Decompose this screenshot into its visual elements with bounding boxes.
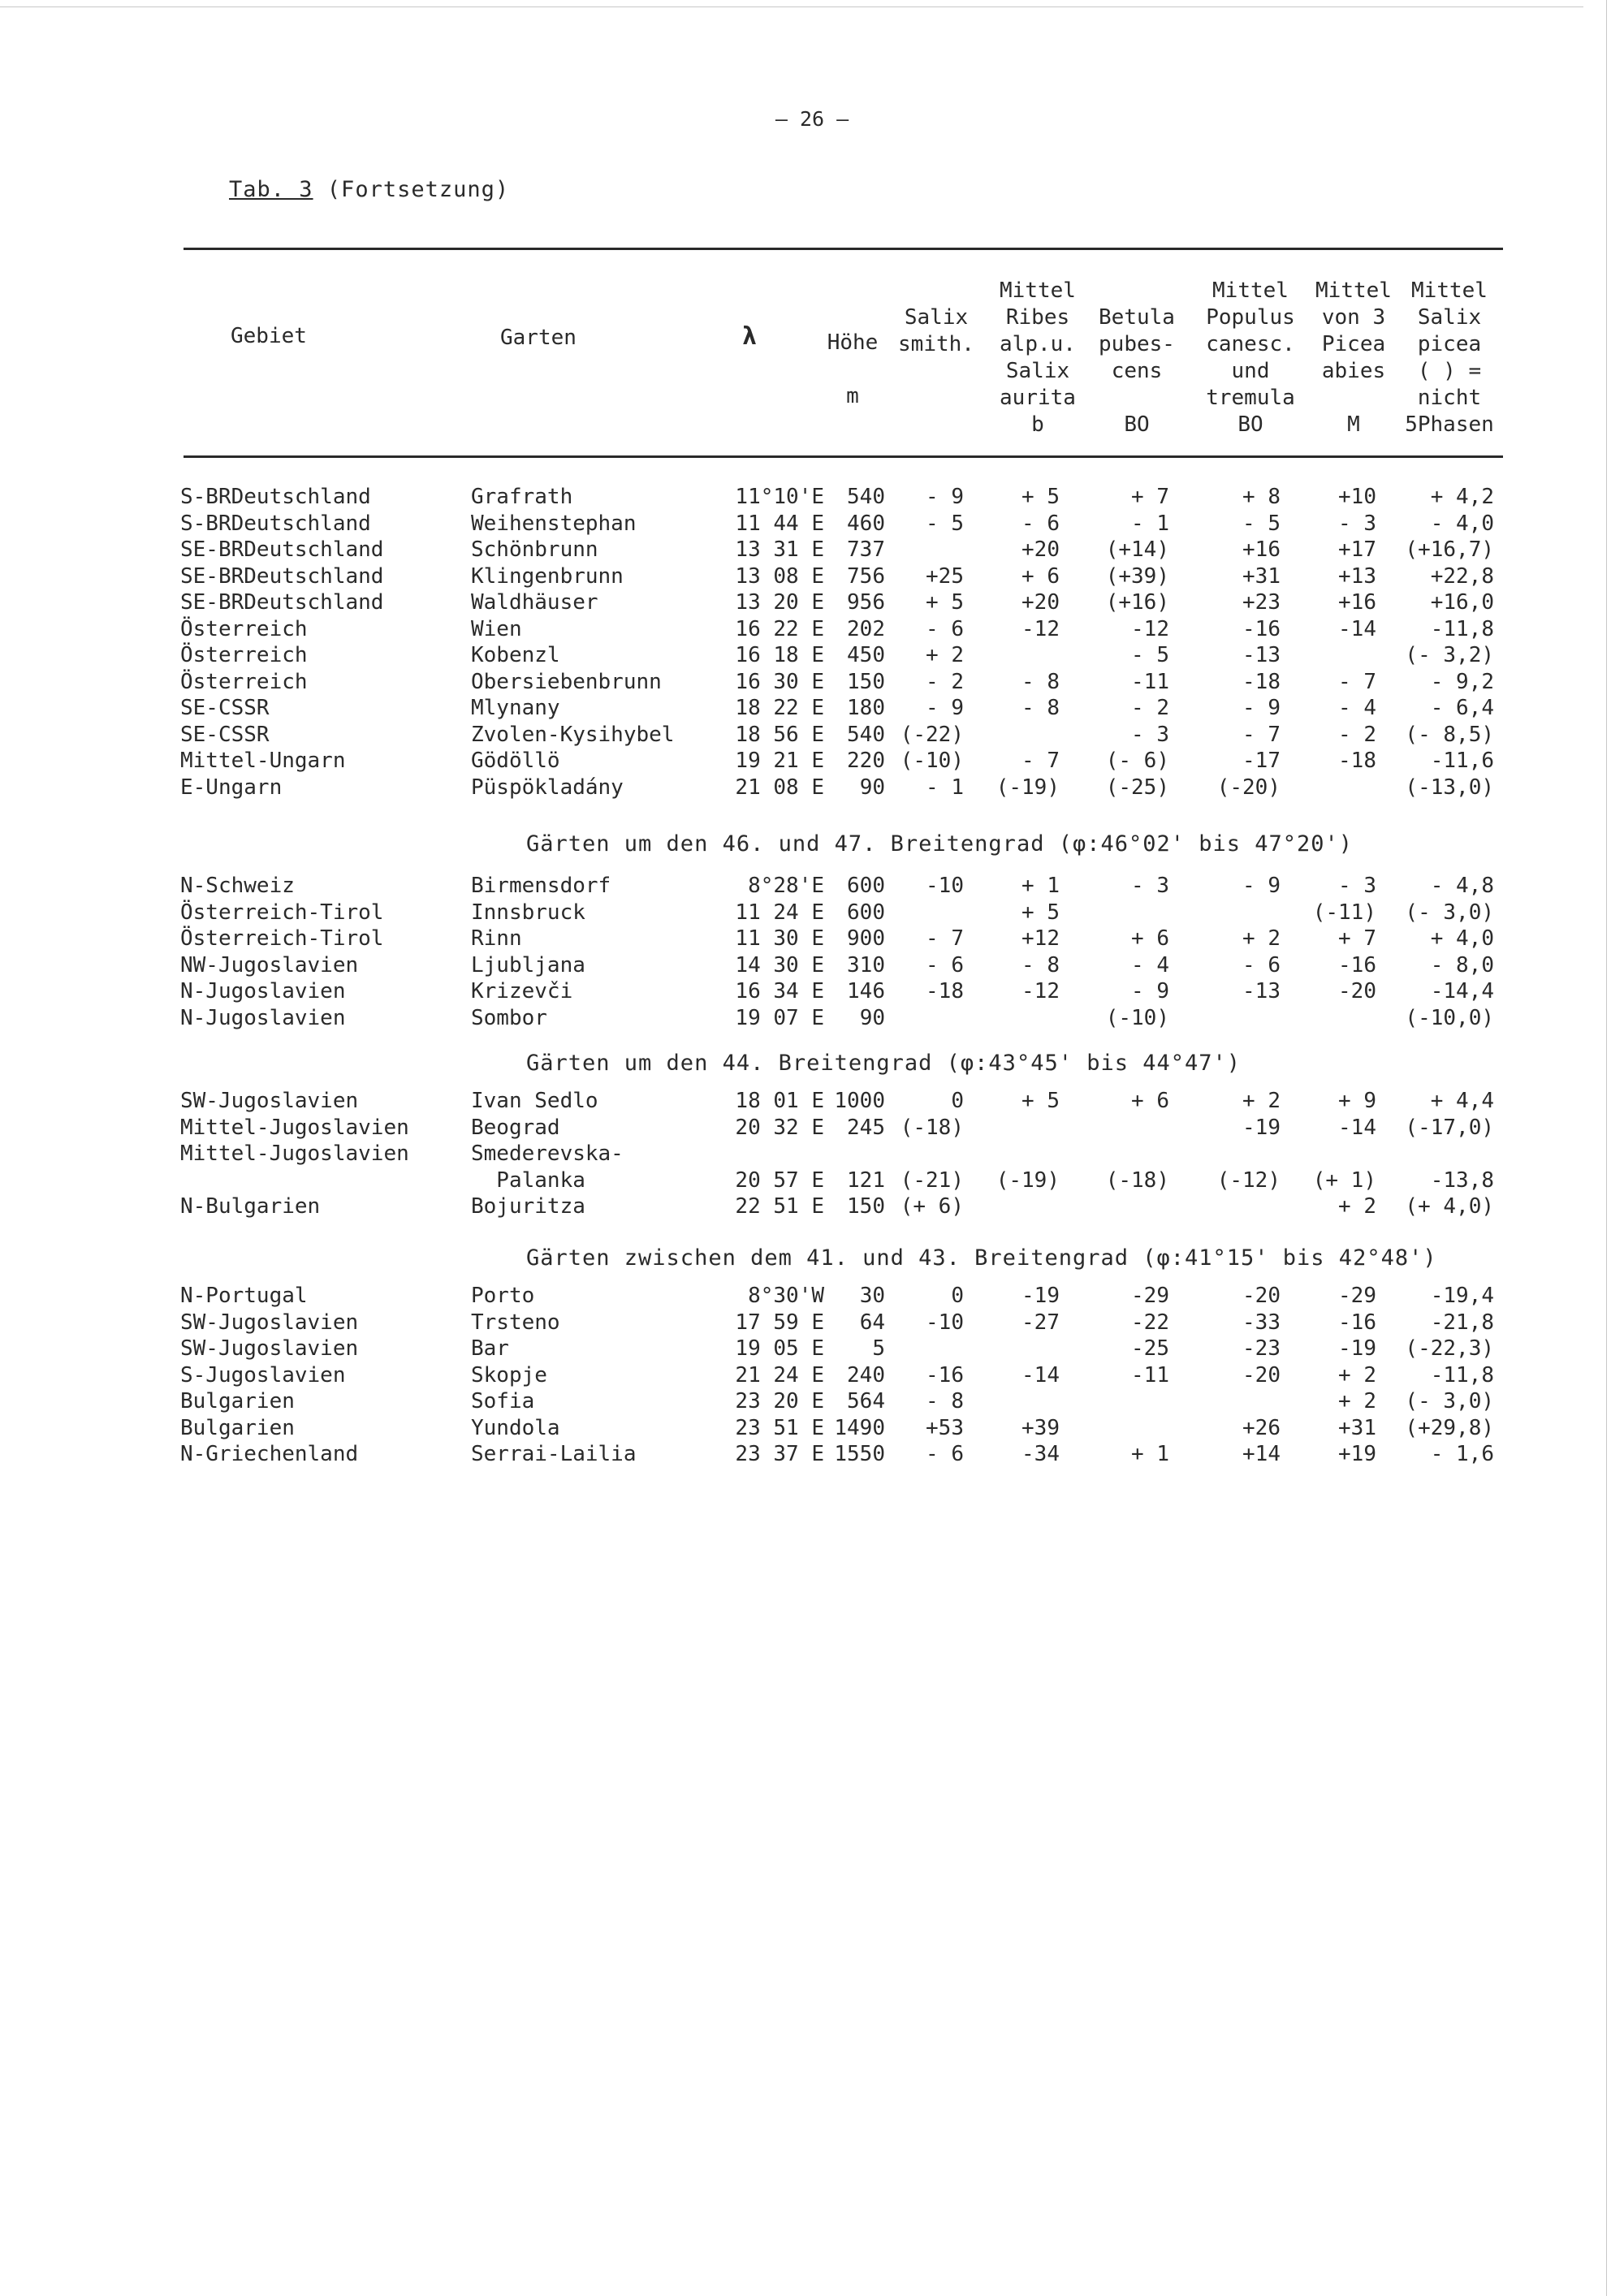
cell-ribes: + 5 [1021,485,1060,509]
cell-picea: -14 [1338,1115,1376,1140]
cell-betula: -22 [1131,1310,1169,1335]
cell-populus: - 9 [1242,874,1281,898]
cell-lambda: 23 37 E [735,1442,824,1466]
cell-gebiet: SE-CSSR [180,722,270,747]
header-picea: Mittel von 3 Picea abies M [1315,278,1392,437]
cell-hoehe: 245 [847,1115,885,1140]
cell-picea: - 4 [1338,696,1376,720]
cell-garten: Birmensdorf [471,874,611,898]
cell-hoehe: 202 [847,616,885,641]
cell-populus: -33 [1242,1310,1281,1335]
cell-populus: -20 [1242,1284,1281,1308]
cell-lambda: 8°28'E [748,874,824,898]
cell-salix: -18 [926,979,964,1003]
cell-ribes: - 6 [1021,511,1060,536]
cell-betula: - 4 [1131,952,1169,978]
cell-salix-picea: (+16,7) [1405,537,1494,562]
header-ribes: Mittel Ribes alp.u. Salix aurita b [1000,278,1076,437]
cell-lambda: 18 01 E [735,1089,824,1113]
cell-picea: +13 [1338,563,1376,589]
cell-picea: -16 [1338,1310,1376,1335]
cell-betula: (- 6) [1105,749,1169,773]
cell-lambda: 22 51 E [735,1194,824,1219]
cell-hoehe: 737 [847,537,885,562]
cell-gebiet: SE-BRDeutschland [180,590,384,615]
header-salix-picea: Mittel Salix picea ( ) = nicht 5Phasen [1405,278,1494,437]
cell-populus: + 8 [1242,485,1281,509]
cell-picea: -14 [1338,616,1376,641]
cell-hoehe: 1490 [834,1415,885,1440]
cell-lambda: 13 20 E [735,590,824,615]
cell-salix: - 6 [926,952,964,978]
cell-populus: -13 [1242,643,1281,667]
cell-picea: - 3 [1338,511,1376,536]
cell-salix: (-22) [900,722,964,747]
cell-garten: Bojuritza [471,1194,585,1219]
cell-salix-picea: (-22,3) [1405,1336,1494,1361]
cell-hoehe: 1000 [834,1089,885,1113]
cell-salix-picea: -11,6 [1430,749,1494,773]
cell-picea: +16 [1338,590,1376,615]
cell-hoehe: 121 [847,1167,885,1193]
cell-salix: - 2 [926,669,964,694]
cell-betula: + 6 [1131,1089,1169,1113]
cell-lambda: 19 05 E [735,1336,824,1361]
cell-hoehe: 180 [847,696,885,720]
cell-salix: + 2 [926,643,964,667]
cell-picea: (-11) [1312,900,1376,925]
cell-salix-picea: - 4,8 [1430,874,1494,898]
cell-hoehe: 450 [847,643,885,667]
cell-salix: - 9 [926,696,964,720]
cell-garten: Skopje [471,1362,547,1388]
cell-ribes: + 1 [1021,874,1060,898]
cell-hoehe: 30 [859,1284,885,1308]
cell-lambda: 20 32 E [735,1115,824,1140]
cell-salix-picea: - 6,4 [1430,696,1494,720]
cell-salix-picea: - 4,0 [1430,511,1494,536]
cell-lambda: 20 57 E [735,1167,824,1193]
cell-gebiet: SE-BRDeutschland [180,537,384,562]
cell-garten: Waldhäuser [471,590,598,615]
cell-ribes: -27 [1021,1310,1060,1335]
cell-garten: Serrai-Lailia [471,1442,637,1466]
cell-hoehe: 1550 [834,1442,885,1466]
cell-hoehe: 150 [847,669,885,694]
cell-hoehe: 900 [847,926,885,951]
cell-salix: + 5 [926,590,964,615]
cell-betula: (-18) [1105,1167,1169,1193]
cell-hoehe: 146 [847,979,885,1003]
header-gebiet: Gebiet [231,324,307,348]
cell-salix-picea: -19,4 [1430,1284,1494,1308]
section-title: Gärten um den 44. Breitengrad (φ:43°45' bis 44°47') [526,1051,1242,1076]
cell-betula: + 7 [1131,485,1169,509]
cell-lambda: 11 24 E [735,900,824,925]
cell-ribes: +20 [1021,537,1060,562]
cell-salix: - 9 [926,485,964,509]
cell-salix-picea: +16,0 [1430,590,1494,615]
header-salix-smith: Salix smith. [898,305,974,356]
cell-salix-picea: (+ 4,0) [1405,1194,1494,1219]
cell-gebiet: Österreich [180,669,308,694]
cell-betula: - 3 [1131,722,1169,747]
cell-betula: - 9 [1131,979,1169,1003]
cell-hoehe: 540 [847,485,885,509]
cell-picea: + 9 [1338,1089,1376,1113]
cell-salix-picea: - 9,2 [1430,669,1494,694]
cell-salix-picea: (- 8,5) [1405,722,1494,747]
cell-hoehe: 540 [847,722,885,747]
cell-picea: +10 [1338,485,1376,509]
cell-salix-picea: (- 3,2) [1405,643,1494,667]
scan-edge-top [0,6,1583,7]
cell-ribes: - 8 [1021,952,1060,978]
cell-salix: (-10) [900,749,964,773]
cell-salix: 0 [951,1089,964,1113]
cell-gebiet: N-Portugal [180,1284,308,1308]
cell-betula: (-10) [1105,1005,1169,1030]
header-populus: Mittel Populus canesc. und tremula BO [1206,278,1295,437]
cell-ribes: -34 [1021,1442,1060,1466]
cell-salix-picea: -11,8 [1430,1362,1494,1388]
cell-garten: Ljubljana [471,952,585,978]
cell-hoehe: 956 [847,590,885,615]
cell-gebiet: Mittel-Ungarn [180,749,346,773]
cell-lambda: 19 21 E [735,749,824,773]
cell-populus: +16 [1242,537,1281,562]
cell-garten: Sofia [471,1389,535,1413]
cell-salix-picea: + 4,2 [1430,485,1494,509]
cell-picea: - 3 [1338,874,1376,898]
cell-garten: Ivan Sedlo [471,1089,598,1113]
cell-salix: +25 [926,563,964,589]
cell-garten: Rinn [471,926,522,951]
cell-lambda: 11 30 E [735,926,824,951]
caption-continuation: (Fortsetzung) [313,177,510,202]
cell-hoehe: 5 [872,1336,885,1361]
cell-gebiet: Österreich [180,643,308,667]
cell-populus: + 2 [1242,926,1281,951]
cell-hoehe: 756 [847,563,885,589]
cell-salix-picea: - 1,6 [1430,1442,1494,1466]
cell-populus: -17 [1242,749,1281,773]
cell-populus: +26 [1242,1415,1281,1440]
cell-salix-picea: + 4,0 [1430,926,1494,951]
table-header-rule [184,455,1503,458]
table-top-rule [184,248,1503,250]
cell-populus: -20 [1242,1362,1281,1388]
caption-tab-label: Tab. 3 [229,177,313,202]
cell-salix-picea: (-13,0) [1405,775,1494,800]
header-betula: Betula pubes- cens BO [1099,305,1175,437]
cell-garten: Innsbruck [471,900,585,925]
cell-betula: -25 [1131,1336,1169,1361]
cell-hoehe: 564 [847,1389,885,1413]
cell-betula: (-25) [1105,775,1169,800]
cell-populus: -19 [1242,1115,1281,1140]
cell-picea: -18 [1338,749,1376,773]
cell-betula: - 2 [1131,696,1169,720]
cell-betula: (+14) [1105,537,1169,562]
cell-ribes: + 6 [1021,563,1060,589]
cell-lambda: 17 59 E [735,1310,824,1335]
cell-lambda: 21 08 E [735,775,824,800]
header-lambda: λ [742,322,758,351]
page-number: – 26 – [775,107,849,131]
cell-garten: Wien [471,616,522,641]
cell-gebiet: E-Ungarn [180,775,283,800]
cell-salix: 0 [951,1284,964,1308]
cell-picea: -16 [1338,952,1376,978]
cell-salix: - 6 [926,616,964,641]
cell-ribes: +20 [1021,590,1060,615]
cell-picea: - 2 [1338,722,1376,747]
cell-betula: -29 [1131,1284,1169,1308]
cell-salix-picea: (- 3,0) [1405,1389,1494,1413]
cell-garten: Palanka [471,1167,585,1193]
cell-salix: (-21) [900,1167,964,1193]
cell-ribes: - 7 [1021,749,1060,773]
cell-salix-picea: (+29,8) [1405,1415,1494,1440]
cell-picea: + 2 [1338,1194,1376,1219]
cell-populus: -16 [1242,616,1281,641]
cell-salix-picea: -13,8 [1430,1167,1494,1193]
cell-populus: +23 [1242,590,1281,615]
cell-ribes: -12 [1021,616,1060,641]
cell-picea: +17 [1338,537,1376,562]
cell-hoehe: 240 [847,1362,885,1388]
cell-picea: -29 [1338,1284,1376,1308]
section-title: Gärten zwischen dem 41. und 43. Breitengrad (φ:41°15' bis 42°48') [526,1245,1437,1271]
cell-gebiet: N-Griechenland [180,1442,359,1466]
cell-lambda: 18 56 E [735,722,824,747]
cell-populus: -18 [1242,669,1281,694]
cell-ribes: + 5 [1021,1089,1060,1113]
cell-ribes: -12 [1021,979,1060,1003]
cell-garten: Sombor [471,1005,547,1030]
cell-lambda: 19 07 E [735,1005,824,1030]
cell-salix: - 1 [926,775,964,800]
cell-hoehe: 64 [859,1310,885,1335]
cell-garten: Schönbrunn [471,537,598,562]
cell-salix: +53 [926,1415,964,1440]
cell-gebiet: Mittel-Jugoslavien [180,1115,409,1140]
cell-gebiet: Österreich [180,616,308,641]
cell-salix: - 7 [926,926,964,951]
cell-salix: -10 [926,874,964,898]
cell-lambda: 11 44 E [735,511,824,536]
cell-betula: -11 [1131,1362,1169,1388]
cell-lambda: 16 34 E [735,979,824,1003]
cell-hoehe: 150 [847,1194,885,1219]
cell-garten: Weihenstephan [471,511,637,536]
cell-garten: Trsteno [471,1310,560,1335]
cell-salix-picea: (-10,0) [1405,1005,1494,1030]
cell-ribes: (-19) [996,775,1060,800]
cell-hoehe: 460 [847,511,885,536]
cell-salix: (+ 6) [900,1194,964,1219]
cell-gebiet: N-Schweiz [180,874,295,898]
cell-picea: (+ 1) [1312,1167,1376,1193]
cell-picea: - 7 [1338,669,1376,694]
cell-populus: (-20) [1216,775,1281,800]
cell-picea: + 2 [1338,1362,1376,1388]
cell-picea: -19 [1338,1336,1376,1361]
cell-populus: -23 [1242,1336,1281,1361]
cell-lambda: 8°30'W [748,1284,824,1308]
cell-picea: +31 [1338,1415,1376,1440]
header-garten: Garten [500,326,577,350]
cell-gebiet: Österreich-Tirol [180,926,384,951]
cell-ribes: +12 [1021,926,1060,951]
cell-populus: (-12) [1216,1167,1281,1193]
cell-betula: -11 [1131,669,1169,694]
cell-gebiet: Österreich-Tirol [180,900,384,925]
cell-lambda: 11°10'E [735,485,824,509]
cell-garten: Kobenzl [471,643,560,667]
cell-picea: + 2 [1338,1389,1376,1413]
cell-lambda: 23 51 E [735,1415,824,1440]
cell-salix: -16 [926,1362,964,1388]
cell-garten: Porto [471,1284,535,1308]
cell-picea: -20 [1338,979,1376,1003]
cell-gebiet: SW-Jugoslavien [180,1089,359,1113]
cell-hoehe: 90 [859,1005,885,1030]
cell-salix-picea: (-17,0) [1405,1115,1494,1140]
cell-gebiet: Bulgarien [180,1389,295,1413]
cell-salix-picea: -11,8 [1430,616,1494,641]
cell-salix-picea: + 4,4 [1430,1089,1494,1113]
cell-lambda: 14 30 E [735,952,824,978]
cell-ribes: -19 [1021,1284,1060,1308]
cell-lambda: 13 08 E [735,563,824,589]
cell-gebiet: SW-Jugoslavien [180,1336,359,1361]
cell-populus: - 6 [1242,952,1281,978]
cell-lambda: 16 30 E [735,669,824,694]
cell-gebiet: SE-CSSR [180,696,270,720]
cell-lambda: 23 20 E [735,1389,824,1413]
cell-picea: +19 [1338,1442,1376,1466]
cell-salix: (-18) [900,1115,964,1140]
cell-garten: Obersiebenbrunn [471,669,662,694]
cell-garten: Smederevska- [471,1142,624,1166]
cell-salix: - 5 [926,511,964,536]
cell-lambda: 16 22 E [735,616,824,641]
cell-ribes: - 8 [1021,669,1060,694]
cell-salix: -10 [926,1310,964,1335]
cell-ribes: +39 [1021,1415,1060,1440]
cell-populus: +31 [1242,563,1281,589]
cell-salix-picea: -21,8 [1430,1310,1494,1335]
cell-ribes: + 5 [1021,900,1060,925]
cell-garten: Bar [471,1336,509,1361]
cell-betula: - 1 [1131,511,1169,536]
cell-betula: - 3 [1131,874,1169,898]
cell-salix: - 8 [926,1389,964,1413]
cell-hoehe: 600 [847,900,885,925]
cell-populus: - 9 [1242,696,1281,720]
cell-gebiet: N-Jugoslavien [180,1005,346,1030]
cell-salix: - 6 [926,1442,964,1466]
cell-garten: Zvolen-Kysihybel [471,722,675,747]
cell-populus: - 5 [1242,511,1281,536]
cell-garten: Beograd [471,1115,560,1140]
cell-hoehe: 600 [847,874,885,898]
cell-gebiet: S-Jugoslavien [180,1362,346,1388]
cell-hoehe: 90 [859,775,885,800]
cell-gebiet: S-BRDeutschland [180,511,371,536]
cell-hoehe: 220 [847,749,885,773]
cell-betula: -12 [1131,616,1169,641]
cell-garten: Klingenbrunn [471,563,624,589]
cell-lambda: 21 24 E [735,1362,824,1388]
cell-betula: - 5 [1131,643,1169,667]
cell-hoehe: 310 [847,952,885,978]
cell-gebiet: SE-BRDeutschland [180,563,384,589]
cell-salix-picea: -14,4 [1430,979,1494,1003]
cell-garten: Yundola [471,1415,560,1440]
cell-salix-picea: - 8,0 [1430,952,1494,978]
cell-populus: + 2 [1242,1089,1281,1113]
cell-garten: Mlynany [471,696,560,720]
cell-gebiet: N-Jugoslavien [180,979,346,1003]
cell-gebiet: S-BRDeutschland [180,485,371,509]
cell-gebiet: SW-Jugoslavien [180,1310,359,1335]
cell-gebiet: Bulgarien [180,1415,295,1440]
cell-betula: (+39) [1105,563,1169,589]
cell-populus: -13 [1242,979,1281,1003]
cell-populus: - 7 [1242,722,1281,747]
cell-salix-picea: (- 3,0) [1405,900,1494,925]
section-title: Gärten um den 46. und 47. Breitengrad (φ:46°02' bis 47°20') [526,831,1354,857]
cell-gebiet: NW-Jugoslavien [180,952,359,978]
cell-betula: (+16) [1105,590,1169,615]
table-caption [229,177,509,202]
cell-gebiet: Mittel-Jugoslavien [180,1142,409,1166]
cell-garten: Krizevči [471,979,573,1003]
cell-ribes: (-19) [996,1167,1060,1193]
cell-ribes: -14 [1021,1362,1060,1388]
scan-edge-right [1606,0,1607,2296]
cell-garten: Grafrath [471,485,573,509]
cell-lambda: 13 31 E [735,537,824,562]
cell-populus: +14 [1242,1442,1281,1466]
cell-garten: Gödöllö [471,749,560,773]
cell-betula: + 6 [1131,926,1169,951]
cell-picea: + 7 [1338,926,1376,951]
header-hoehe: Höhe m [827,330,879,408]
cell-ribes: - 8 [1021,696,1060,720]
cell-lambda: 16 18 E [735,643,824,667]
cell-garten: Püspökladány [471,775,624,800]
cell-betula: + 1 [1131,1442,1169,1466]
cell-lambda: 18 22 E [735,696,824,720]
cell-salix-picea: +22,8 [1430,563,1494,589]
cell-gebiet: N-Bulgarien [180,1194,321,1219]
